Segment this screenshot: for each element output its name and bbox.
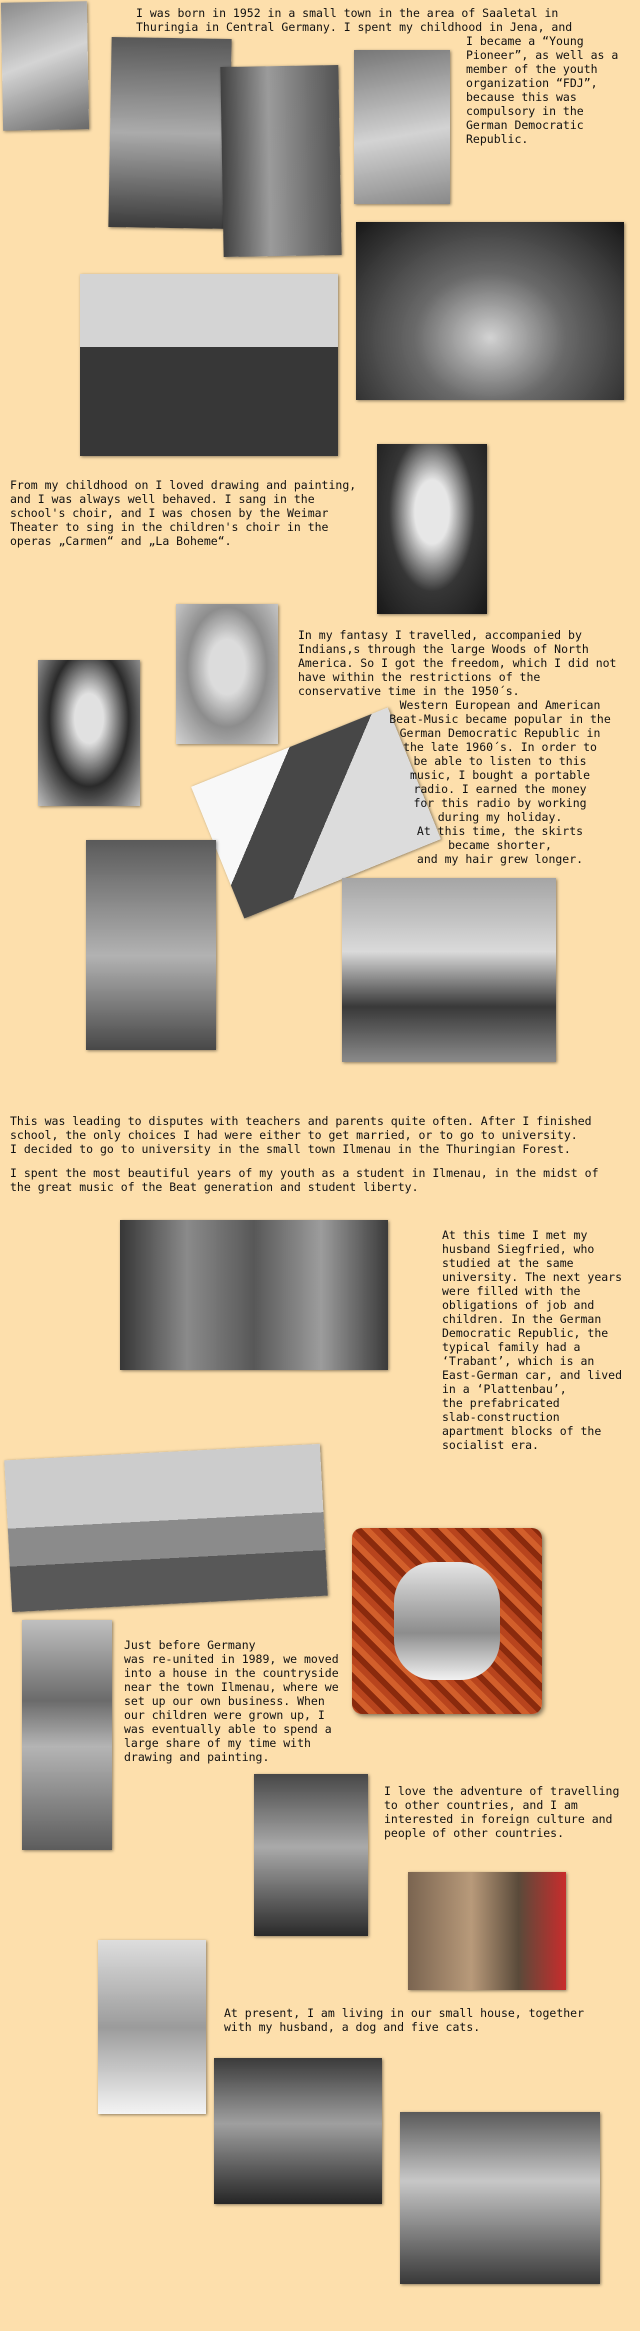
paragraph-met-husband: At this time I met my husband Siegfried, who studied at the same university. The next years were filled with the obligations of job and children. In the German Democratic Republic, the typical family had a ‘Trabant’, which is an East-German car, and lived in a ‘Plattenbau’, the prefabricated slab-construction apartment blocks of the socialist era.: [442, 1228, 623, 1452]
paragraph-young-pioneer: I became a “Young Pioneer”, as well as a member of the youth organization “FDJ”, because this was compulsory in the German Democratic Republic.: [466, 34, 619, 146]
photo-baby-on-chair: [1, 1, 89, 130]
paragraph-beat-music: Western European and American Beat-Music became popular in the German Democratic Republic in the late 1960´s. In order to be able to listen to this music, I bought a portable radio. I earned the money for this radio by working during my holiday. At this time, the skirts became shorter, and my hair grew longer.: [389, 698, 611, 866]
photo-teen-girl-portrait: [377, 444, 487, 614]
paragraph-birth: I was born in 1952 in a small town in the area of Saaletal in Thuringia in Central Germany. I spent my childhood in Jena, and: [136, 6, 573, 34]
paragraph-university-choice: This was leading to disputes with teachers and parents quite often. After I finished school, the only choices I had were either to get married, or to go to university. I decided to go to university in the small town Ilmenau in the Thuringian Forest.: [10, 1114, 592, 1156]
paragraph-travelling: I love the adventure of travelling to other countries, and I am interested in foreign culture and people of other countries.: [384, 1784, 620, 1840]
photo-girl-portrait-long-hair: [176, 604, 278, 744]
photo-group-outdoors-guitar: [4, 1444, 328, 1612]
photo-girl-dark-hair: [38, 660, 140, 806]
paragraph-fantasy-travel: In my fantasy I travelled, accompanied by Indians,s through the large Woods of North America. So I got the freedom, which I did not have within the restrictions of the conservative time in the 1950´s.: [298, 628, 617, 698]
ornate-picture-frame: [352, 1528, 542, 1714]
photo-man-standing-stripes: [22, 1620, 112, 1850]
photo-girl-in-town-square: [342, 878, 556, 1062]
paragraph-moved-house: Just before Germany was re-united in 1989, we moved into a house in the countryside near the town Ilmenau, where we set up our own business. When our children were grown up, I was eventually able to spend a large share of my time with drawing and painting.: [124, 1638, 339, 1764]
photo-wedding-couple: [98, 1940, 206, 2114]
photo-theater-stage: [356, 222, 624, 400]
paragraph-present-day: At present, I am living in our small house, together with my husband, a dog and five cats.: [224, 2006, 585, 2034]
photo-couple-with-baby: [214, 2058, 382, 2204]
photo-woman-in-forest: [120, 1220, 388, 1370]
photo-child-by-fence: [220, 65, 341, 257]
paragraph-drawing-choir: From my childhood on I loved drawing and painting, and I was always well behaved. I sang in the school's choir, and I was chosen by the Weimar Theater to sing in the children's choir in the operas „Carmen“ and „La Boheme“.: [10, 478, 357, 548]
photo-woman-in-tent: [254, 1774, 368, 1936]
paragraph-ilmenau-youth: I spent the most beautiful years of my youth as a student in Ilmenau, in the midst of the great music of the Beat generation and student liberty.: [10, 1166, 599, 1194]
photo-family-group: [80, 274, 338, 456]
photo-girl-sitting-on-grass: [86, 840, 216, 1050]
photo-man-in-frame: [394, 1562, 500, 1680]
photo-family-on-couch: [400, 2112, 600, 2284]
photo-child-in-garden: [108, 37, 231, 229]
photo-couple-color: [408, 1872, 566, 1990]
photo-young-pioneer-girl: [354, 50, 450, 204]
